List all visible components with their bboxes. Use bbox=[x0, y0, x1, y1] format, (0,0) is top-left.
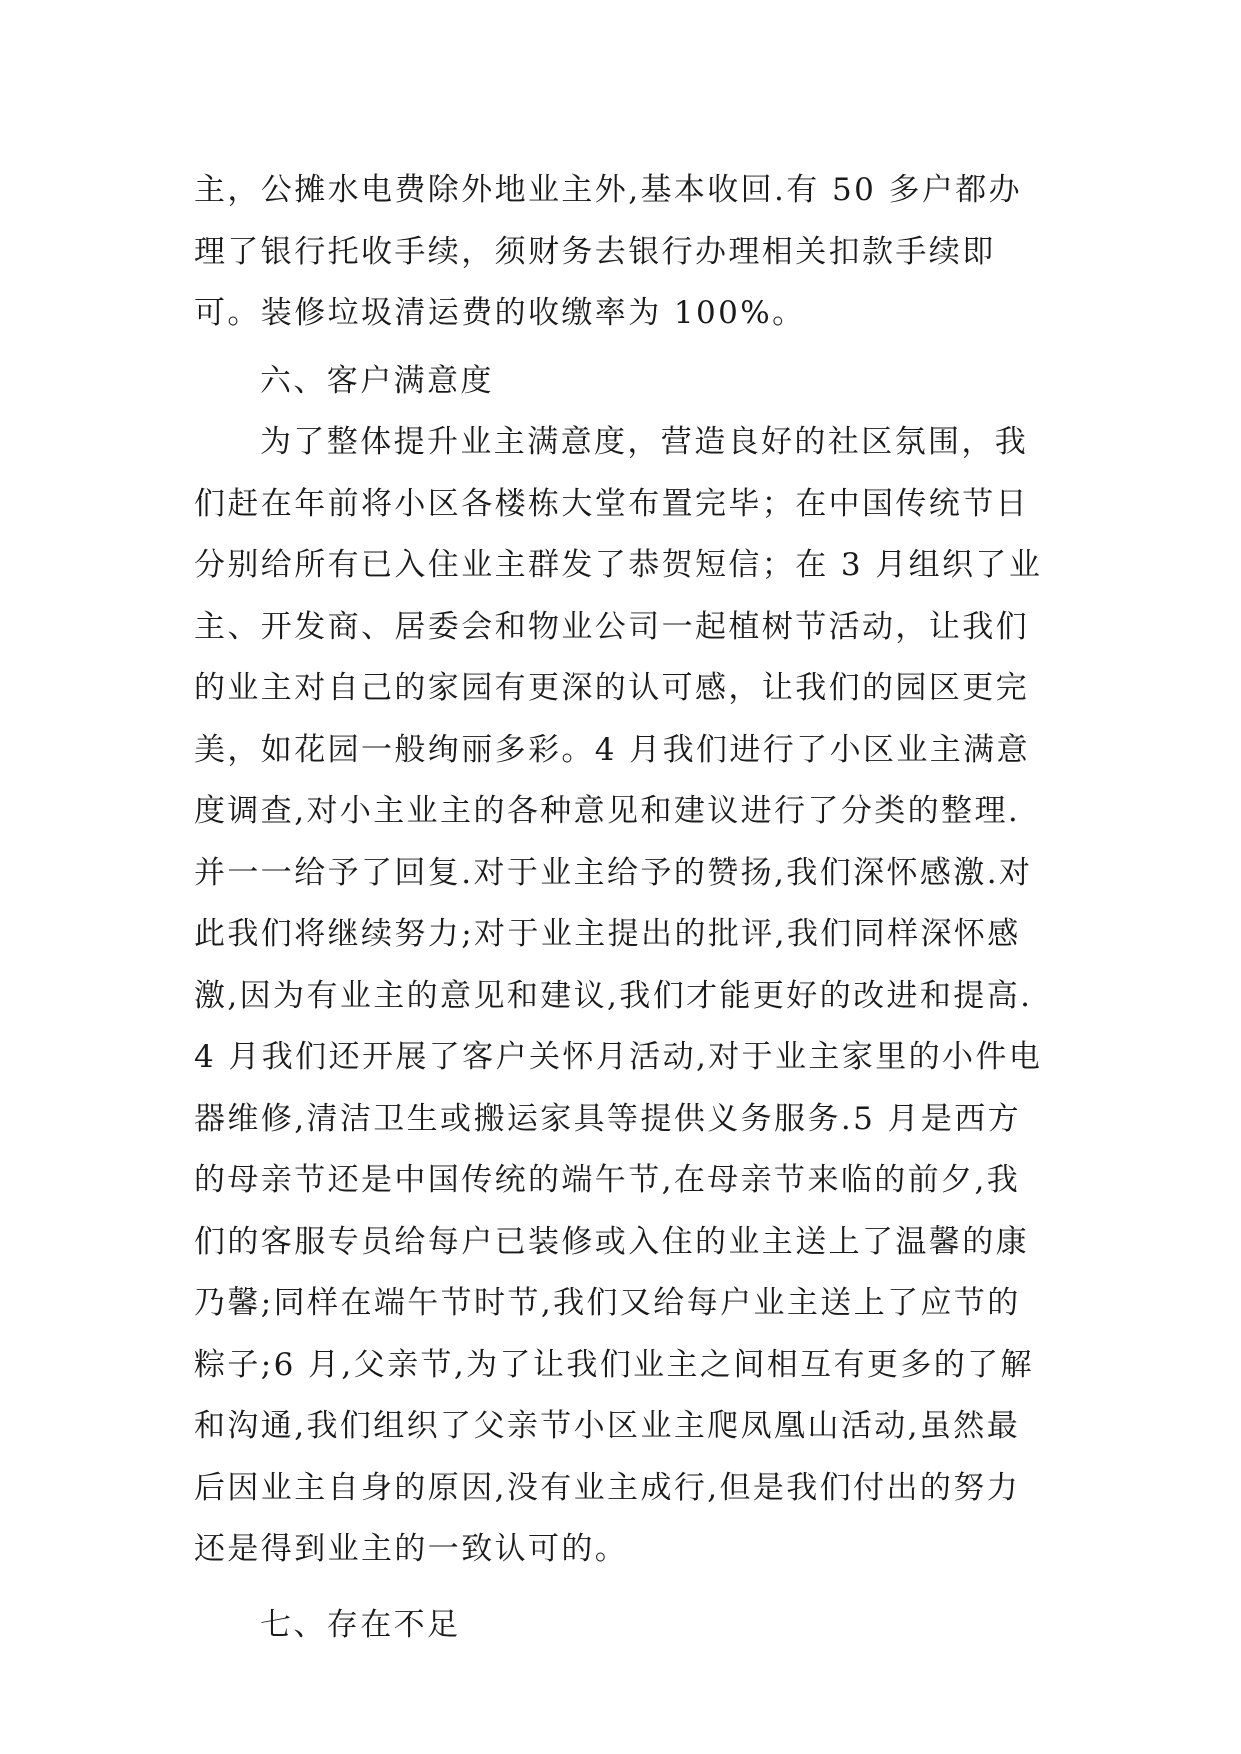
section-heading-customer-satisfaction: 六、客户满意度 bbox=[260, 362, 494, 399]
paragraph-customer-satisfaction: 为了整体提升业主满意度，营造良好的社区氛围，我们赶在年前将小区各楼栋大堂布置完毕；在中国传统节日分别给所有已入住业主群发了恭贺短信；在 3 月组织了业主、开发商、居委会和物业公司一起植树节活动，让我们的业主对自己的家园有更深的认可感，让我们的园区更完美，如花园一般绚丽多彩。4 月我们进行了小区业主满意度调查,对小主业主的各种意见和建议进行了分类的整理.并一一给予了回复.对于业主给予的赞扬,我们深怀感激.对此我们将继续努力;对于业主提出的批评,我们同样深怀感激,因为有业主的意见和建议,我们才能更好的改进和提高.4 月我们还开展了客户关怀月活动,对于业主家里的小件电器维修,清洁卫生或搬运家具等提供义务服务.5 月是西方的母亲节还是中国传统的端午节,在母亲节来临的前夕,我们的客服专员给每户已装修或入住的业主送上了温馨的康乃馨;同样在端午节时节,我们又给每户业主送上了应节的粽子;6 月,父亲节,为了让我们业主之间相互有更多的了解和沟通,我们组织了父亲节小区业主爬凤凰山活动,虽然最后因业主自身的原因,没有业主成行,但是我们付出的努力还是得到业主的一致认可的。 bbox=[194, 424, 1043, 1567]
paragraph-fee-collection: 主，公摊水电费除外地业主外,基本收回.有 50 多户都办理了银行托收手续，须财务去银行办理相关扣款手续即可。装修垃圾清运费的收缴率为 100%。 bbox=[194, 172, 1023, 331]
spacer bbox=[194, 1581, 1046, 1595]
section-heading-shortcomings: 七、存在不足 bbox=[260, 1606, 461, 1643]
document-body bbox=[194, 160, 1046, 1656]
